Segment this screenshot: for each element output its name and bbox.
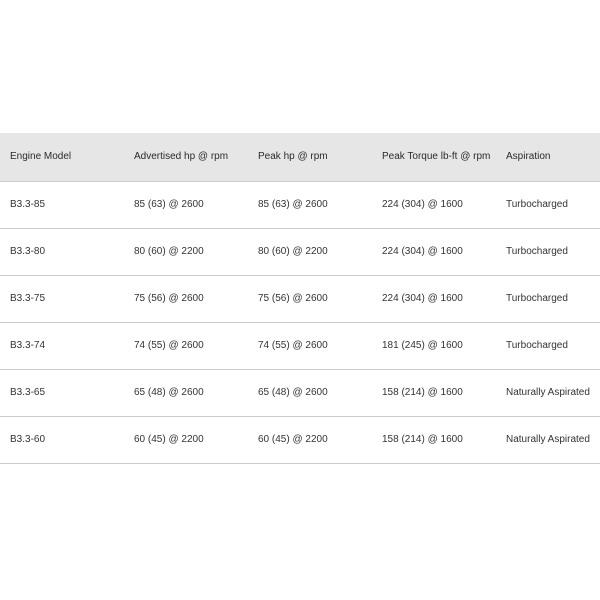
cell-peak-torque: 224 (304) @ 1600	[382, 246, 463, 257]
header-peak-hp: Peak hp @ rpm	[258, 151, 328, 163]
cell-engine-model: B3.3-80	[10, 246, 46, 257]
header-advertised-hp: Advertised hp @ rpm	[134, 151, 229, 163]
cell-aspiration: Naturally Aspirated	[506, 434, 590, 445]
header-aspiration: Aspiration	[506, 151, 551, 163]
cell-peak-torque: 158 (214) @ 1600	[382, 387, 463, 398]
cell-engine-model: B3.3-75	[10, 293, 46, 304]
cell-aspiration: Turbocharged	[506, 293, 568, 304]
cell-advertised-hp: 85 (63) @ 2600	[134, 199, 204, 210]
cell-peak-hp: 75 (56) @ 2600	[258, 293, 328, 304]
header-row	[0, 133, 600, 181]
table-row	[0, 228, 600, 275]
engine-specs-table	[0, 133, 600, 464]
table-row	[0, 275, 600, 322]
cell-advertised-hp: 75 (56) @ 2600	[134, 293, 204, 304]
cell-peak-hp: 80 (60) @ 2200	[258, 246, 328, 257]
cell-engine-model: B3.3-85	[10, 199, 46, 210]
cell-aspiration: Turbocharged	[506, 340, 568, 351]
header-peak-torque: Peak Torque lb-ft @ rpm	[382, 151, 491, 163]
engine-specs-table-container	[0, 133, 600, 464]
cell-peak-hp: 74 (55) @ 2600	[258, 340, 328, 351]
cell-advertised-hp: 60 (45) @ 2200	[134, 434, 204, 445]
table-row	[0, 369, 600, 416]
cell-engine-model: B3.3-60	[10, 434, 46, 445]
cell-peak-torque: 181 (245) @ 1600	[382, 340, 463, 351]
table-row	[0, 416, 600, 463]
cell-aspiration: Turbocharged	[506, 246, 568, 257]
cell-peak-torque: 224 (304) @ 1600	[382, 293, 463, 304]
cell-advertised-hp: 65 (48) @ 2600	[134, 387, 204, 398]
cell-advertised-hp: 80 (60) @ 2200	[134, 246, 204, 257]
table-row	[0, 322, 600, 369]
cell-advertised-hp: 74 (55) @ 2600	[134, 340, 204, 351]
cell-engine-model: B3.3-65	[10, 387, 46, 398]
cell-peak-torque: 158 (214) @ 1600	[382, 434, 463, 445]
cell-peak-hp: 85 (63) @ 2600	[258, 199, 328, 210]
cell-aspiration: Turbocharged	[506, 199, 568, 210]
cell-engine-model: B3.3-74	[10, 340, 46, 351]
table-header	[0, 133, 600, 181]
table-body	[0, 181, 600, 463]
header-engine-model: Engine Model	[10, 151, 72, 163]
cell-peak-hp: 60 (45) @ 2200	[258, 434, 328, 445]
table-row	[0, 181, 600, 228]
cell-peak-torque: 224 (304) @ 1600	[382, 199, 463, 210]
cell-aspiration: Naturally Aspirated	[506, 387, 590, 398]
cell-peak-hp: 65 (48) @ 2600	[258, 387, 328, 398]
